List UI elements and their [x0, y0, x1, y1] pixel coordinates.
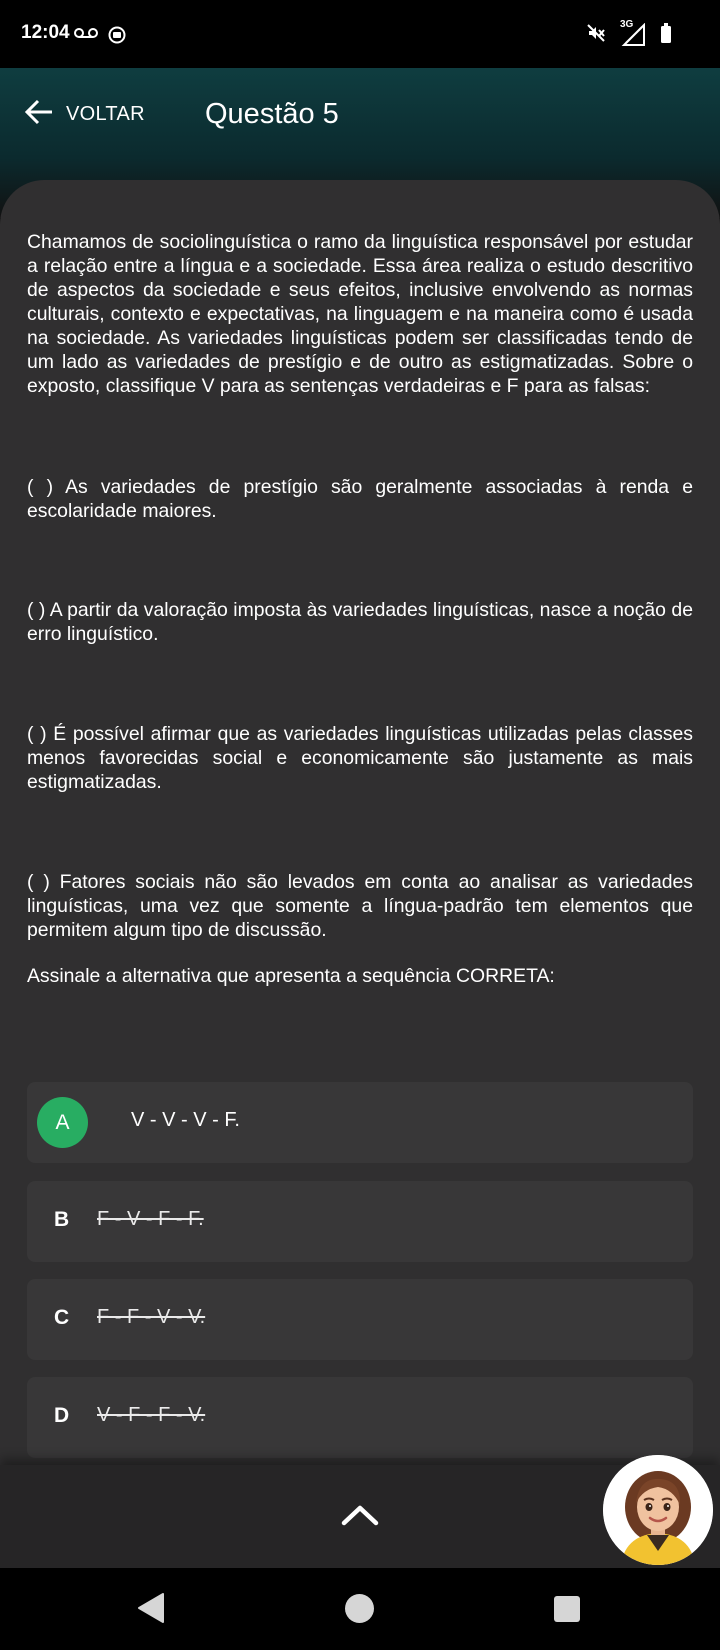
page-title: Questão 5 — [205, 98, 339, 130]
statement-2: ( ) A partir da valoração imposta às variedades linguísticas, nasce a noção de erro linguístico. — [27, 599, 693, 645]
option-text: V - V - V - F. — [131, 1109, 240, 1131]
statement-1: ( ) As variedades de prestígio são geralmente associadas à renda e escolaridade maiores. — [27, 476, 693, 522]
chevron-up-icon — [335, 1522, 385, 1539]
status-bar — [0, 0, 720, 68]
battery-icon — [660, 23, 672, 48]
option-text: F - V - F - F. — [97, 1208, 204, 1230]
option-letter: D — [54, 1404, 70, 1427]
option-d[interactable] — [27, 1377, 693, 1458]
option-letter: C — [54, 1306, 70, 1329]
assistant-avatar-icon — [603, 1455, 713, 1565]
back-button[interactable] — [24, 98, 145, 131]
option-b[interactable] — [27, 1181, 693, 1262]
statement-3: ( ) É possível afirmar que as variedades linguísticas utilizadas pelas classes menos favorecidas social e economicamente são justamente as mais estigmatizadas. — [27, 723, 693, 793]
nav-back-icon[interactable] — [137, 1592, 165, 1629]
assistant-avatar-button[interactable] — [603, 1455, 713, 1565]
question-card[interactable] — [0, 180, 720, 1465]
mute-icon — [586, 23, 606, 48]
screen-record-icon — [108, 26, 126, 49]
question-text: Chamamos de sociolinguística o ramo da linguística responsável por estudar a relação entre a língua e a sociedade. Essa área realiza o estudo descritivo de aspectos da sociedade e seus efeitos, inclusive envolvendo as normas culturais, contexto e expectativas, na linguagem e na maneira como é usada na sociedade. As variedades linguísticas podem ser classificadas tendo de um lado as variedades de prestígio e de outro as estigmatizadas. Sobre o exposto, classifique V para as sentenças verdadeiras e F para as falsas: — [27, 231, 693, 397]
nav-recents-icon[interactable] — [554, 1596, 580, 1622]
status-time: 12:04 — [21, 22, 70, 43]
back-label: VOLTAR — [66, 103, 145, 125]
expand-button[interactable] — [335, 1495, 385, 1535]
voicemail-icon — [74, 26, 98, 45]
option-a[interactable] — [27, 1082, 693, 1163]
option-letter: B — [54, 1208, 70, 1231]
system-nav-bar — [0, 1568, 720, 1650]
nav-home-icon[interactable] — [345, 1594, 374, 1623]
option-text: V - F - F - V. — [97, 1404, 206, 1426]
statement-4: ( ) Fatores sociais não são levados em conta ao analisar as variedades linguísticas, uma vez que somente a língua-padrão tem elementos que permitem algum tipo de discussão. — [27, 871, 693, 941]
instruction-text: Assinale a alternativa que apresenta a sequência CORRETA: — [27, 965, 555, 987]
status-right-icons — [586, 19, 672, 48]
network-type-label: 3G — [620, 19, 634, 30]
option-text: F - F - V - V. — [97, 1306, 206, 1328]
signal-icon — [620, 19, 646, 47]
arrow-left-icon — [24, 98, 54, 131]
option-letter-badge: A — [37, 1097, 88, 1148]
option-c[interactable] — [27, 1279, 693, 1360]
